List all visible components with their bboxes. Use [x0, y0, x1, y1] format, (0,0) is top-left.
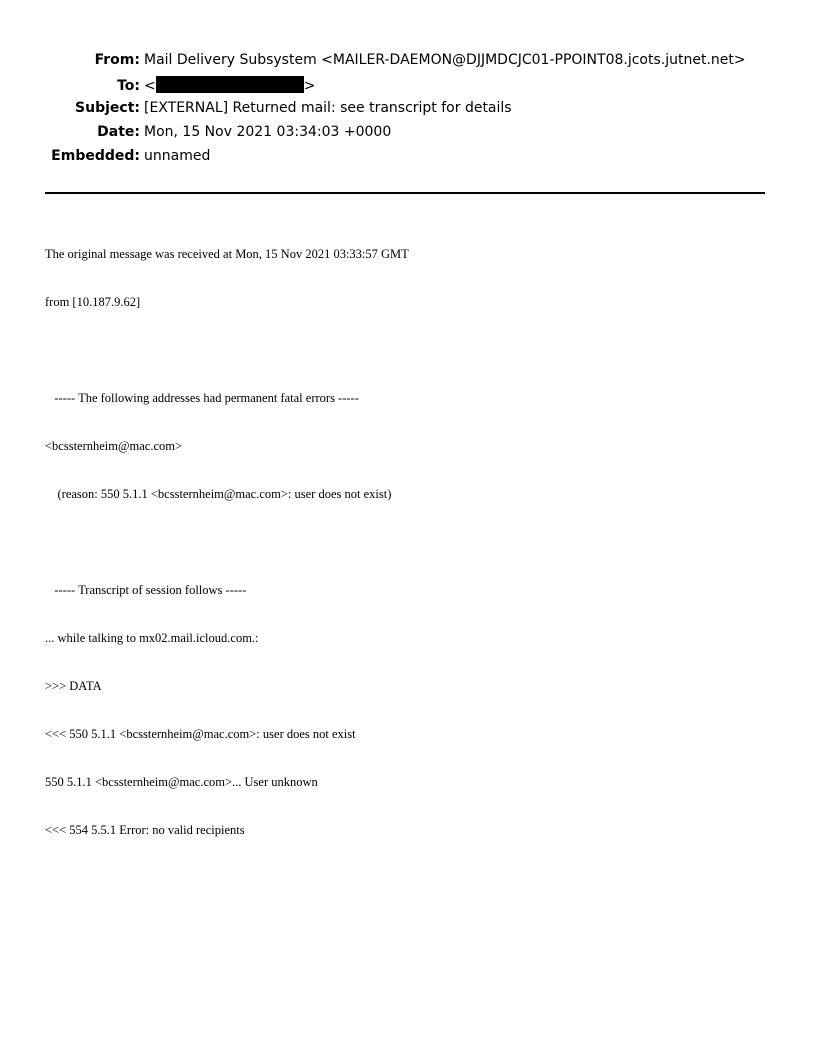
body-line: (reason: 550 5.1.1 <bcssternheim@mac.com>: user does not exist)	[45, 487, 392, 501]
to-value	[144, 76, 315, 94]
date-label: Date:	[97, 124, 140, 140]
body-line	[45, 342, 765, 358]
embedded-row	[0, 148, 816, 172]
body-line: ----- Transcript of session follows -----	[45, 583, 247, 597]
subject-row	[0, 100, 816, 124]
from-value: Mail Delivery Subsystem <MAILER-DAEMON@DJJMDCJC01-PPOINT08.jcots.jutnet.net>	[144, 52, 746, 68]
body-line: <<< 554 5.5.1 Error: no valid recipients	[45, 823, 245, 837]
body-line: 550 5.1.1 <bcssternheim@mac.com>... User unknown	[45, 775, 318, 789]
header-divider	[45, 192, 765, 194]
date-row	[0, 124, 816, 148]
email-headers	[0, 52, 816, 172]
subject-label: Subject:	[75, 100, 140, 116]
body-line: <bcssternheim@mac.com>	[45, 439, 183, 453]
to-row	[0, 76, 816, 100]
body-line: ... while talking to mx02.mail.icloud.com.:	[45, 631, 259, 645]
body-line	[45, 534, 765, 550]
body-line: The original message was received at Mon, 15 Nov 2021 03:33:57 GMT	[45, 247, 409, 261]
to-close-bracket: >	[303, 78, 316, 94]
redaction-block	[156, 76, 304, 93]
to-open-bracket: <	[144, 78, 156, 94]
from-label: From:	[94, 52, 140, 68]
date-value: Mon, 15 Nov 2021 03:34:03 +0000	[144, 124, 392, 140]
body-line: >>> DATA	[45, 679, 102, 693]
embedded-label: Embedded:	[51, 148, 140, 164]
embedded-value: unnamed	[144, 148, 211, 164]
message-body	[45, 214, 765, 854]
body-line: ----- The following addresses had permanent fatal errors -----	[45, 391, 359, 405]
from-row	[0, 52, 816, 76]
body-line: <<< 550 5.1.1 <bcssternheim@mac.com>: user does not exist	[45, 727, 356, 741]
to-label: To:	[117, 78, 140, 94]
subject-value: [EXTERNAL] Returned mail: see transcript for details	[144, 100, 512, 116]
body-line: from [10.187.9.62]	[45, 295, 141, 309]
